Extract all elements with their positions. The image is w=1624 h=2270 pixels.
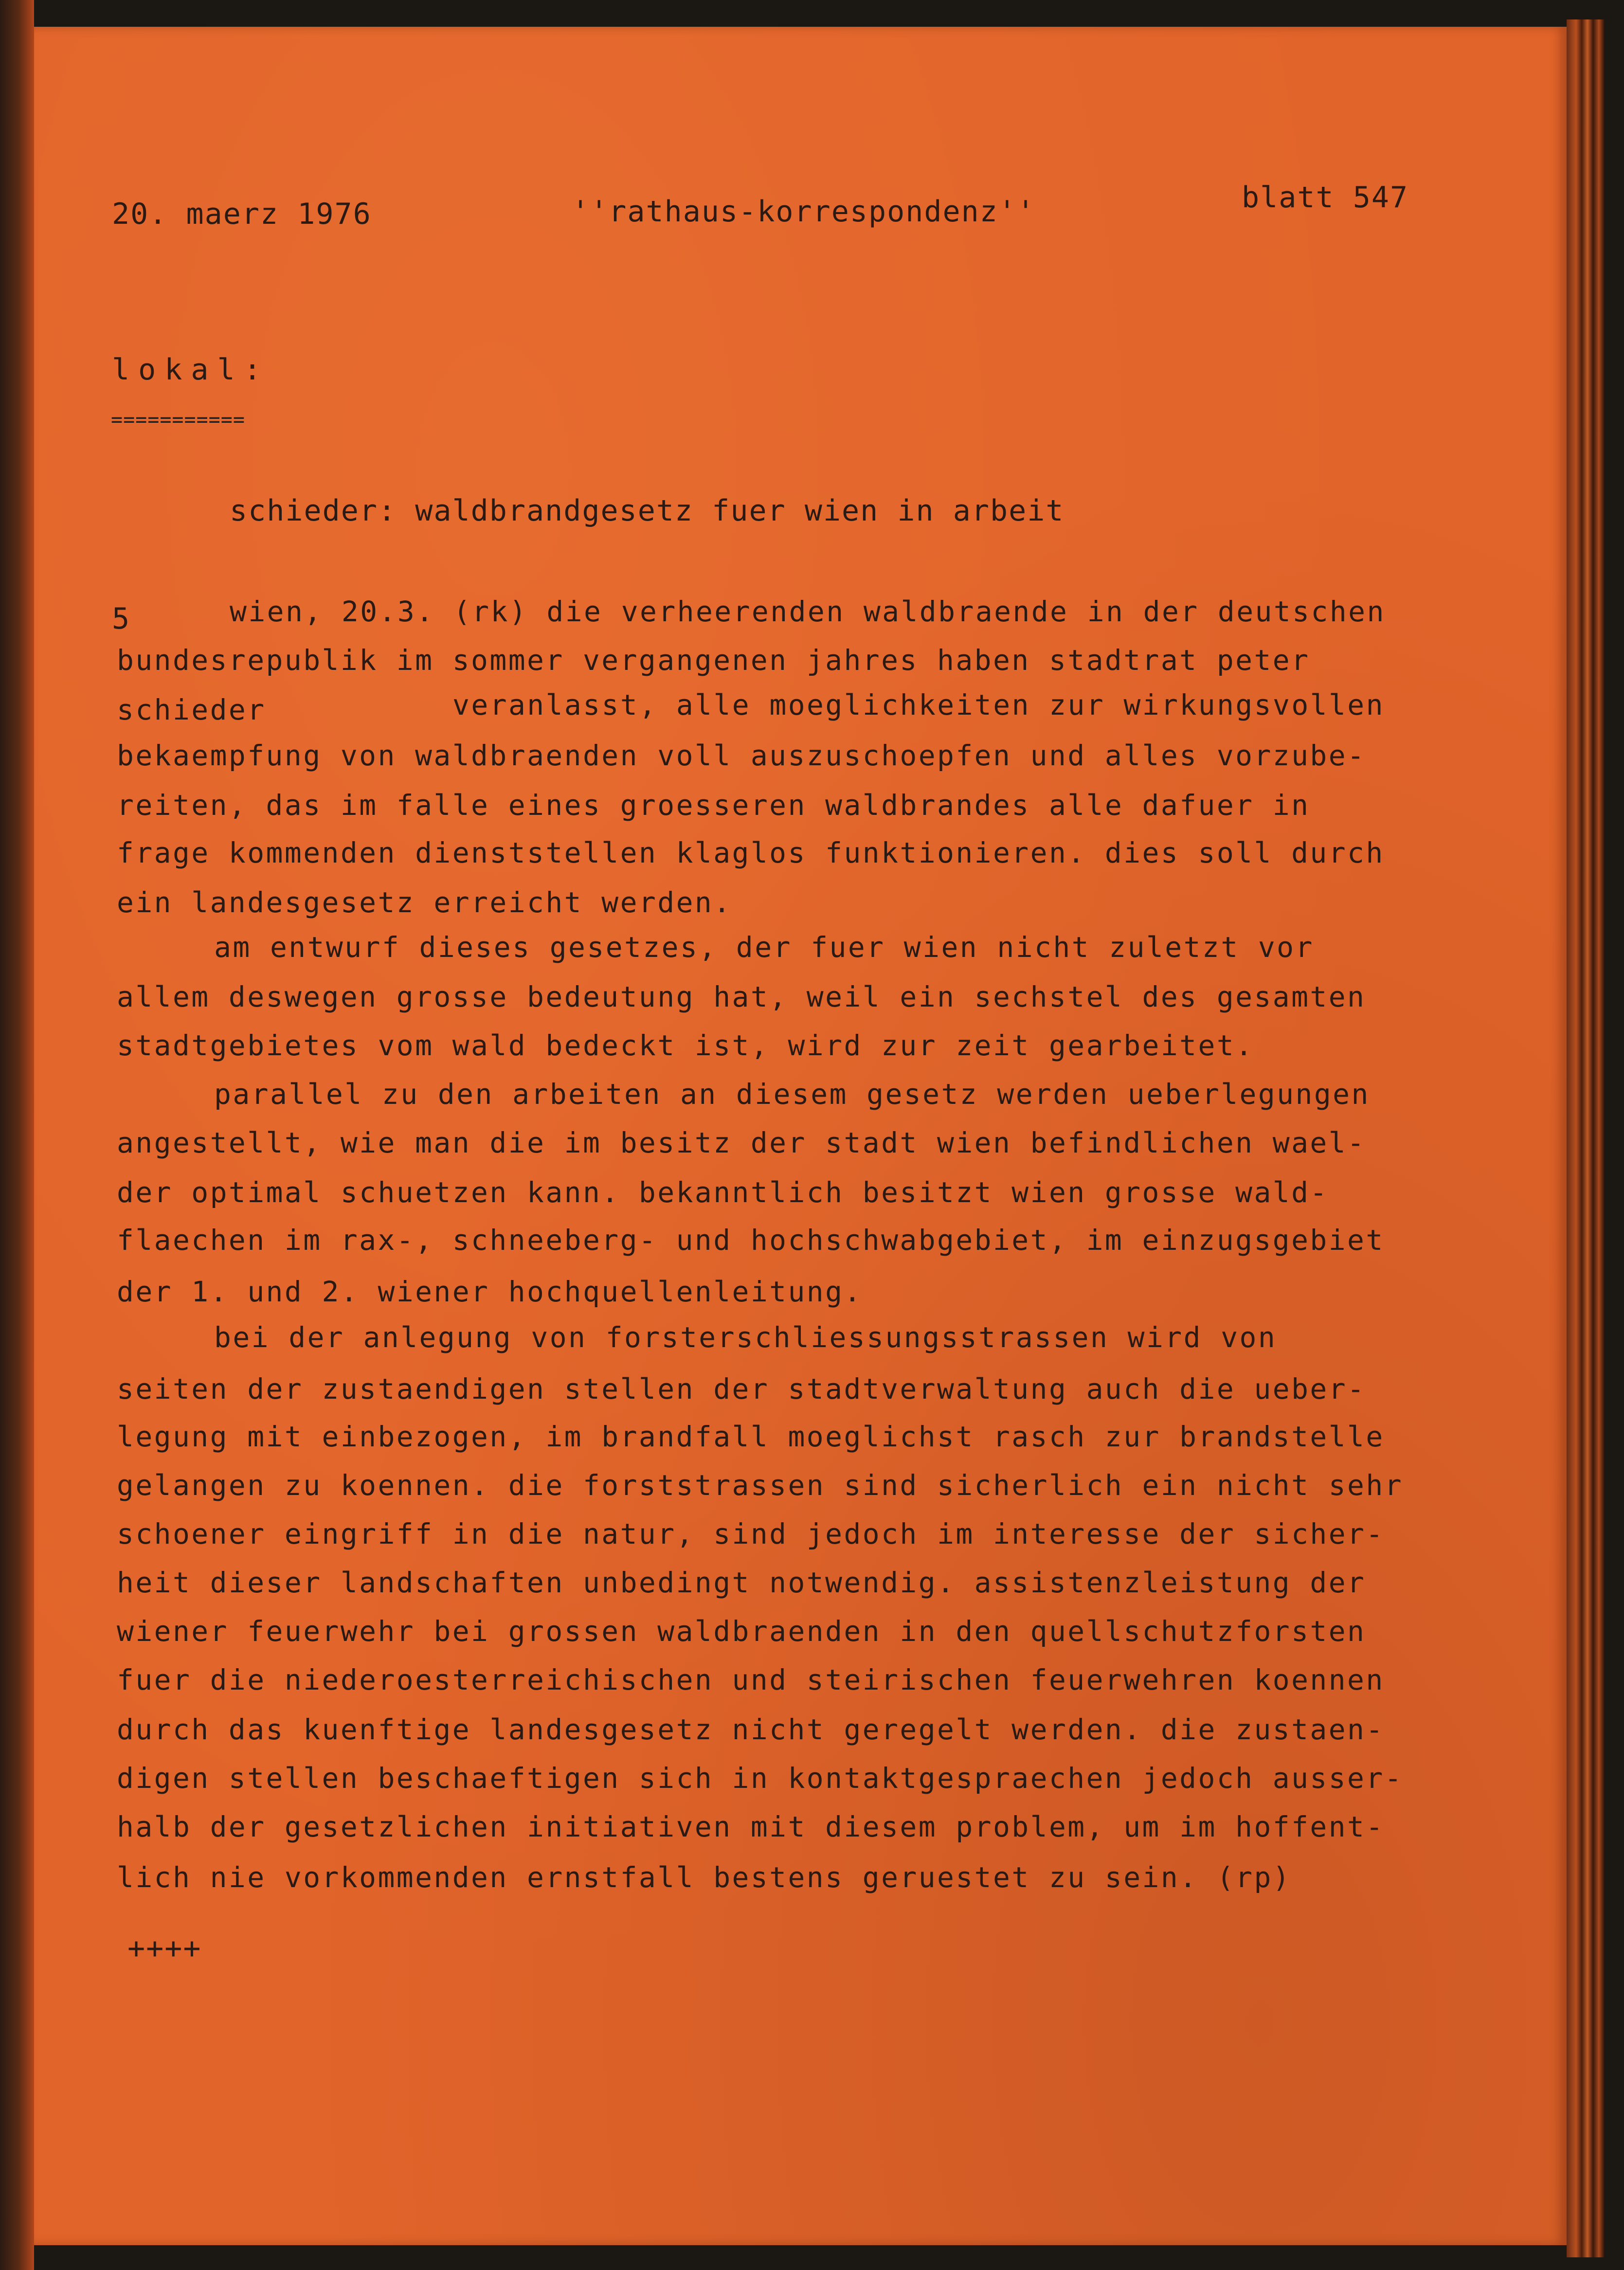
body-line: parallel zu den arbeiten an diesem gesetz werden ueberlegungen: [214, 1078, 1370, 1111]
body-line: bundesrepublik im sommer vergangenen jahres haben stadtrat peter: [117, 644, 1310, 677]
body-line: veranlasst, alle moeglichkeiten zur wirkungsvollen: [452, 688, 1385, 721]
body-line: bekaempfung von waldbraenden voll auszuschoepfen und alles vorzube-: [117, 739, 1366, 772]
body-line: halb der gesetzlichen initiativen mit diesem problem, um im hoffent-: [117, 1810, 1385, 1843]
body-line: der optimal schuetzen kann. bekanntlich besitzt wien grosse wald-: [117, 1176, 1329, 1209]
line-number: 5: [112, 602, 131, 636]
body-line: angestellt, wie man die im besitz der stadt wien befindlichen wael-: [117, 1126, 1366, 1159]
binding-edge: [0, 0, 34, 2270]
body-line: fuer die niederoesterreichischen und steirischen feuerwehren koennen: [117, 1663, 1385, 1696]
page-stack-edge: [1567, 19, 1605, 2257]
body-line: frage kommenden dienststellen klaglos funktionieren. dies soll durch: [117, 836, 1385, 869]
body-line: heit dieser landschaften unbedingt notwendig. assistenzleistung der: [117, 1566, 1366, 1599]
body-line: wiener feuerwehr bei grossen waldbraenden in den quellschutzforsten: [117, 1615, 1366, 1648]
header-date: 20. maerz 1976: [112, 197, 372, 231]
body-line: legung mit einbezogen, im brandfall moeglichst rasch zur brandstelle: [117, 1420, 1385, 1453]
body-line: durch das kuenftige landesgesetz nicht geregelt werden. die zustaen-: [117, 1713, 1385, 1746]
body-line: wien, 20.3. (rk) die verheerenden waldbraende in der deutschen: [230, 595, 1386, 628]
article-headline: schieder: waldbrandgesetz fuer wien in arbeit: [230, 494, 1065, 528]
body-line: allem deswegen grosse bedeutung hat, weil ein sechstel des gesamten: [117, 980, 1366, 1013]
section-underline: ===========: [111, 409, 245, 431]
spaced-name: schieder: [117, 693, 266, 726]
body-line: ein landesgesetz erreicht werden.: [117, 886, 732, 919]
body-line: digen stellen beschaeftigen sich in kontaktgespraechen jedoch ausser-: [117, 1762, 1404, 1795]
body-line: bei der anlegung von forsterschliessungsstrassen wird von: [214, 1321, 1277, 1354]
body-line: reiten, das im falle eines groesseren waldbrandes alle dafuer in: [117, 789, 1310, 822]
body-line: schoener eingriff in die natur, sind jedoch im interesse der sicher-: [117, 1517, 1385, 1550]
header-publication: ''rathaus-korrespondenz'': [572, 195, 1036, 229]
body-line: seiten der zustaendigen stellen der stadtverwaltung auch die ueber-: [117, 1372, 1366, 1405]
body-line: am entwurf dieses gesetzes, der fuer wien nicht zuletzt vor: [214, 931, 1314, 964]
header-page-number: blatt 547: [1242, 180, 1409, 215]
body-line: stadtgebietes vom wald bedeckt ist, wird zur zeit gearbeitet.: [117, 1029, 1254, 1062]
body-line: gelangen zu koennen. die forststrassen sind sicherlich ein nicht sehr: [117, 1469, 1404, 1502]
body-line: lich nie vorkommenden ernstfall bestens geruestet zu sein. (rp): [117, 1861, 1292, 1894]
section-title: lokal:: [112, 353, 270, 387]
end-mark: ++++: [127, 1931, 202, 1965]
body-line: flaechen im rax-, schneeberg- und hochschwabgebiet, im einzugsgebiet: [117, 1224, 1385, 1257]
body-line: der 1. und 2. wiener hochquellenleitung.: [117, 1275, 863, 1308]
